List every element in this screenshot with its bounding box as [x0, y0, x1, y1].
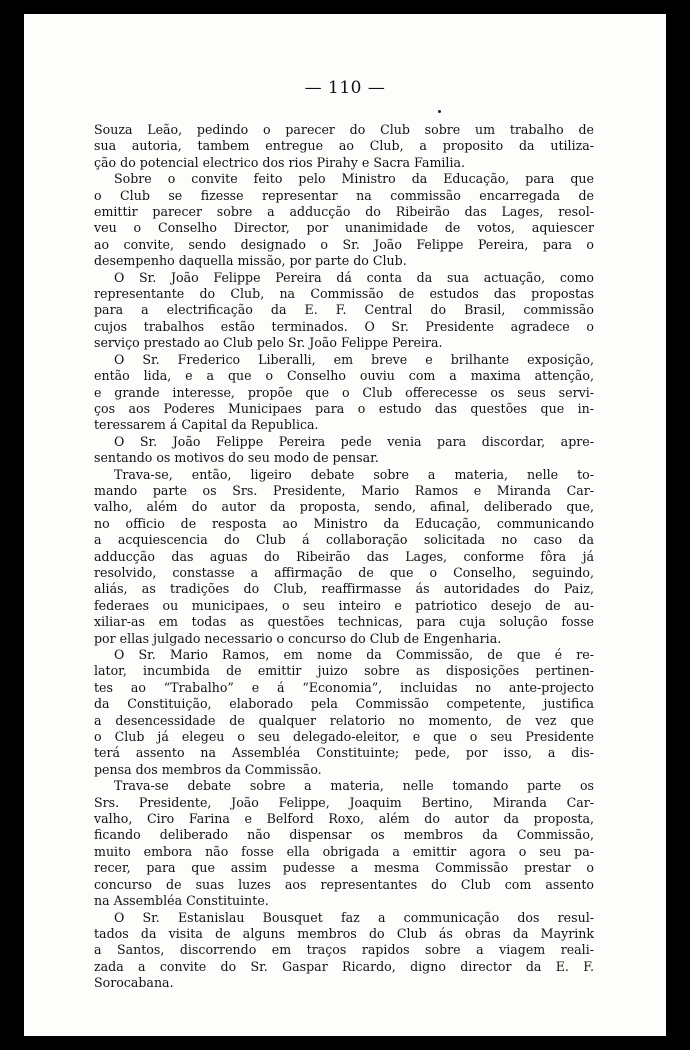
- text-line: xiliar-as em todas as questões technicas, para cuja solução fosse: [94, 614, 594, 630]
- paragraph: [94, 647, 594, 778]
- text-line: concurso de suas luzes aos representantes do Club com assento: [94, 876, 594, 892]
- text-line: teressarem á Capital da Republica.: [94, 417, 319, 433]
- text-line: tes ao “Trabalho” e á “Economia”, incluidas no ante-projecto: [94, 679, 594, 695]
- paragraph: [94, 467, 594, 647]
- text-line: Sorocabana.: [94, 975, 174, 991]
- text-line: a Santos, discorrendo em traços rapidos sobre a viagem reali-: [94, 942, 594, 958]
- paragraph: [94, 434, 594, 467]
- text-line: veu o Conselho Director, por unanimidade de votos, aquiescer: [94, 220, 594, 236]
- text-line: Trava-se, então, ligeiro debate sobre a materia, nelle to-: [114, 466, 594, 482]
- paragraph: [94, 171, 594, 269]
- paragraph: [94, 270, 594, 352]
- text-line: O Sr. Estanislau Bousquet faz a communicação dos resul-: [114, 909, 594, 925]
- text-line: zada a convite do Sr. Gaspar Ricardo, digno director da E. F.: [94, 958, 594, 974]
- text-line: recer, para que assim pudesse a mesma Commissão prestar o: [94, 860, 594, 876]
- text-line: ao convite, sendo designado o Sr. João Felippe Pereira, para o: [94, 236, 594, 252]
- text-line: lator, incumbida de emittir juizo sobre as disposições pertinen-: [94, 663, 594, 679]
- text-line: ficando deliberado não dispensar os membros da Commissão,: [94, 827, 594, 843]
- text-line: a acquiescencia do Club á collaboração solicitada no caso da: [94, 532, 594, 548]
- text-line: sua autoria, tambem entregue ao Club, a proposito da utiliza-: [94, 138, 594, 154]
- text-line: mando parte os Srs. Presidente, Mario Ramos e Miranda Car-: [94, 482, 594, 498]
- text-line: adducção das aguas do Ribeirão das Lages, conforme fôra já: [94, 548, 594, 564]
- text-line: então lida, e a que o Conselho ouviu com a maxima attenção,: [94, 368, 594, 384]
- text-line: desempenho daquella missão, por parte do Club.: [94, 253, 407, 269]
- text-line: O Sr. João Felippe Pereira pede venia para discordar, apre-: [114, 433, 594, 449]
- text-line: O Sr. Mario Ramos, em nome da Commissão, de que é re-: [114, 647, 594, 662]
- text-line: a desencessidade de qualquer relatorio no momento, de vez que: [94, 712, 594, 728]
- text-line: no officio de resposta ao Ministro da Educação, communicando: [94, 515, 594, 531]
- text-line: da Constituição, elaborado pela Commissão competente, justifica: [94, 696, 594, 712]
- text-line: para a electrificação da E. F. Central do Brasil, commissão: [94, 302, 594, 318]
- text-line: Sobre o convite feito pelo Ministro da Educação, para que: [114, 171, 594, 187]
- text-line: representante do Club, na Commissão de estudos das propostas: [94, 286, 594, 302]
- text-line: na Assembléa Constituinte.: [94, 893, 269, 909]
- text-line: ção do potencial electrico dos rios Pirahy e Sacra Familia.: [94, 154, 465, 170]
- text-line: cujos trabalhos estão terminados. O Sr. Presidente agradece o: [94, 318, 594, 334]
- text-line: pensa dos membros da Commissão.: [94, 761, 322, 777]
- text-line: ços aos Poderes Municipaes para o estudo das questões que in-: [94, 400, 594, 416]
- text-line: muito embora não fosse ella obrigada a emittir agora o seu pa-: [94, 843, 594, 859]
- book-page: [24, 14, 666, 1036]
- text-line: Souza Leão, pedindo o parecer do Club sobre um trabalho de: [94, 122, 594, 137]
- text-line: Trava-se debate sobre a materia, nelle tomando parte os: [114, 778, 594, 794]
- text-line: O Sr. Frederico Liberalli, em breve e brilhante exposição,: [114, 351, 594, 367]
- text-line: emittir parecer sobre a adducção do Ribeirão das Lages, resol-: [94, 204, 594, 220]
- text-line: valho, Ciro Farina e Belford Roxo, além do autor da proposta,: [94, 811, 594, 827]
- ink-speck: [438, 110, 441, 113]
- text-line: serviço prestado ao Club pelo Sr. João Felippe Pereira.: [94, 335, 443, 351]
- text-line: valho, além do autor da proposta, sendo, afinal, deliberado que,: [94, 499, 594, 515]
- paragraph: [94, 122, 594, 171]
- paragraph: [94, 910, 594, 992]
- body-text: [94, 122, 594, 992]
- text-line: Srs. Presidente, João Felippe, Joaquim Bertino, Miranda Car-: [94, 794, 594, 810]
- paragraph: [94, 778, 594, 909]
- text-line: aliás, as tradições do Club, reaffirmasse ás autoridades do Paiz,: [94, 581, 594, 597]
- paragraph: [94, 352, 594, 434]
- text-line: federaes ou municipaes, o seu inteiro e patriotico desejo de au-: [94, 597, 594, 613]
- text-line: sentando os motivos do seu modo de pensar.: [94, 450, 379, 466]
- page-number: — 110 —: [304, 78, 386, 98]
- text-line: resolvido, constasse a affirmação de que o Conselho, seguindo,: [94, 564, 594, 580]
- text-line: terá assento na Assembléa Constituinte; pede, por isso, a dis-: [94, 745, 594, 761]
- text-line: o Club já elegeu o seu delegado-eleitor, e que o seu Presidente: [94, 729, 594, 745]
- text-line: e grande interesse, propõe que o Club offerecesse os seus servi-: [94, 384, 594, 400]
- text-line: O Sr. João Felippe Pereira dá conta da sua actuação, como: [114, 269, 594, 285]
- text-line: o Club se fizesse representar na commissão encarregada de: [94, 187, 594, 203]
- text-line: por ellas julgado necessario o concurso do Club de Engenharia.: [94, 630, 502, 646]
- text-line: tados da visita de alguns membros do Club ás obras da Mayrink: [94, 925, 594, 941]
